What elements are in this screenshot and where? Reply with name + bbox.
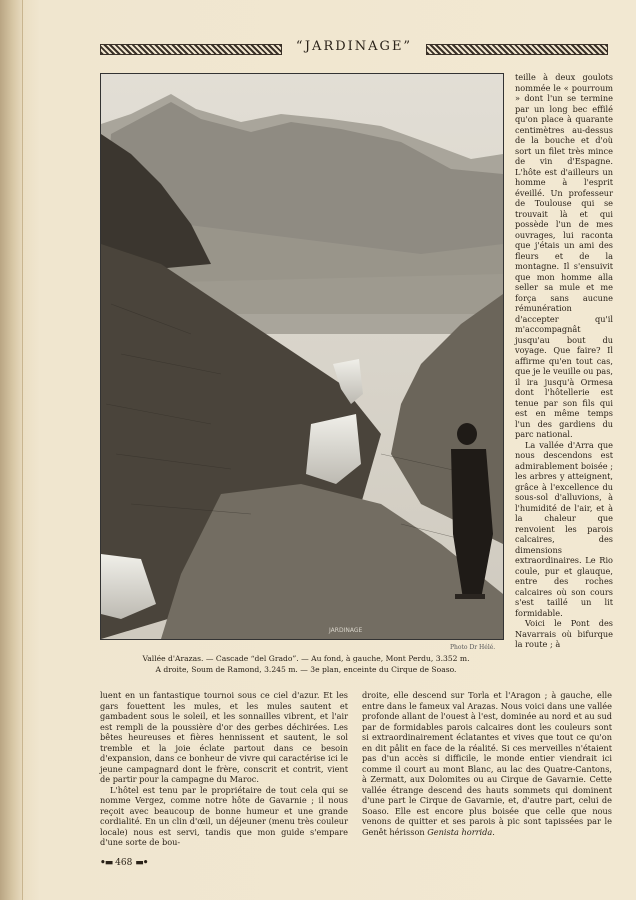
body-column-left: [100, 690, 348, 848]
right-column-text: [515, 72, 613, 650]
left-paragraph-2: L'hôtel est tenu par le propriétaire de tout cela qui se nomme Vergez, comme notre hôte de Gavarnie ; il nous reçoit avec beaucoup de bonne humeur et une grande cordialité. En un clin d'œil, un déjeuner (menu très couleur locale) nous est servi, tandis que mon guide s'empare d'une sorte de bou-: [100, 784, 348, 847]
right-column-paragraph-1: teille à deux goulots nommée le « pourroum » dont l'un se termine par un long bec effilé qu'on place à quarante centimètres au-dessus de la bouche et d'où sort un filet très mince de vin d'Espagne. L'hôte est d'ailleurs un homme à l'esprit éveillé. Un professeur de Toulouse qui se trouvait là et qui possède l'un de mes ouvrages, lui raconta que j'étais un ami des fleurs et de la montagne. Il s'ensuivit que mon homme alla seller sa mule et me força sans aucune rémunération d'accepter qu'il m'accompagnât jusqu'au bout du voyage. Que faire? Il affirme qu'en tout cas, que je le veuille ou pas, il ira jusqu'à Ormesa dont l'hôtellerie est tenue par son fils qui est en même temps l'un des gardiens du parc national.: [515, 72, 613, 439]
landscape-photograph: [100, 73, 504, 640]
book-binding-edge: [0, 0, 23, 900]
right-paragraph-text: droite, elle descend sur Torla et l'Aragon ; à gauche, elle entre dans le fameux val Arazas. Nous voici dans une vallée profonde allant de l'ouest à l'est, dominée au nord et au sud par de formidables parois calcaires dont les couleurs sont si extraordinairement éclatantes et vives que tout ce qu'on en dit pâlit en face de la réalité. Si ces merveilles n'étaient pas d'un accès si difficile, le monde entier viendrait ici comme il court au mont Blanc, au lac des Quatre-Cantons, à Zermatt, aux Dolomites ou au Cirque de Gavarnie. Cette vallée étrange descend des hauts sommets qui dominent d'une part le Cirque de Gavarnie, et, d'autre part, celui de Soaso. Elle est encore plus boisée que celle que nous venons de quitter et ses parois à pic sont tapissées par le Genêt hérisson: [362, 690, 612, 837]
right-paragraph-1: droite, elle descend sur Torla et l'Aragon ; à gauche, elle entre dans le fameux val Arazas. Nous voici dans une vallée profonde allant de l'ouest à l'est, dominée au nord et au sud par de formidables parois calcaires dont les couleurs sont si extraordinairement éclatantes et vives que tout ce qu'on en dit pâlit en face de la réalité. Si ces merveilles n'étaient pas d'un accès si difficile, le monde entier viendrait ici comme il court au mont Blanc, au lac des Quatre-Cantons, à Zermatt, aux Dolomites ou au Cirque de Gavarnie. Cette vallée étrange descend des hauts sommets qui dominent d'une part le Cirque de Gavarnie, et, d'autre part, celui de Soaso. Elle est encore plus boisée que celle que nous venons de quitter et ses parois à pic sont tapissées par le Genêt hérisson Genista horrida.: [362, 690, 612, 837]
footer-ornament-left: •▬: [100, 858, 113, 868]
right-column-paragraph-2: La vallée d'Arra que nous descendons est admirablement boisée ; les arbres y atteignent, grâce à l'excellence du sous-sol d'alluvions, à l'humidité de l'air, et à la chaleur que renvoient les parois calcaires, des dimensions extraordinaires. Le Rio coule, pur et glauque, entre des roches calcaires où son cours s'est taillé un lit formidable.: [515, 439, 613, 618]
footer-ornament-right: ▬•: [135, 858, 148, 868]
mountain-valley-illustration: [101, 74, 503, 639]
ornamental-band-right: [426, 44, 608, 55]
left-paragraph-1: luent en un fantastique tournoi sous ce ciel d'azur. Et les gars fouettent les mules, et les mules sautent et gambadent sous le soleil, et les sonnailles vibrent, et l'air est rempli de la poussière d'or des gerbes déchirées. Les bêtes heureuses et fières hennissent et sautent, le sol tremble et la joie éclate partout dans ce besoin d'expansion, dans ce bonheur de vivre qui caractérise ici le jeune campagnard dont le frère, conscrit et contrit, vient de partir pour la campagne du Maroc.: [100, 690, 348, 784]
body-column-right: [362, 690, 612, 837]
caption-line-1: Vallée d'Arazas. — Cascade “del Grado”. — Au fond, à gauche, Mont Perdu, 3.352 m.: [142, 654, 470, 663]
page-footer: [100, 858, 147, 868]
photo-caption: [104, 653, 508, 675]
photo-credit: Photo Dr Hélé.: [450, 644, 496, 651]
photo-watermark: JARDINAGE: [329, 627, 363, 634]
page-number: 468: [115, 858, 133, 868]
ornamental-band-left: [100, 44, 282, 55]
latin-plant-name: Genista horrida: [427, 826, 493, 837]
caption-line-2: A droite, Soum de Ramond, 3.245 m. — 3e plan, enceinte du Cirque de Soaso.: [155, 665, 457, 674]
page-header: [100, 38, 608, 58]
section-title: “JARDINAGE”: [295, 39, 413, 54]
right-column-paragraph-3: Voici le Pont des Navarrais où bifurque la route ; à: [515, 618, 613, 649]
